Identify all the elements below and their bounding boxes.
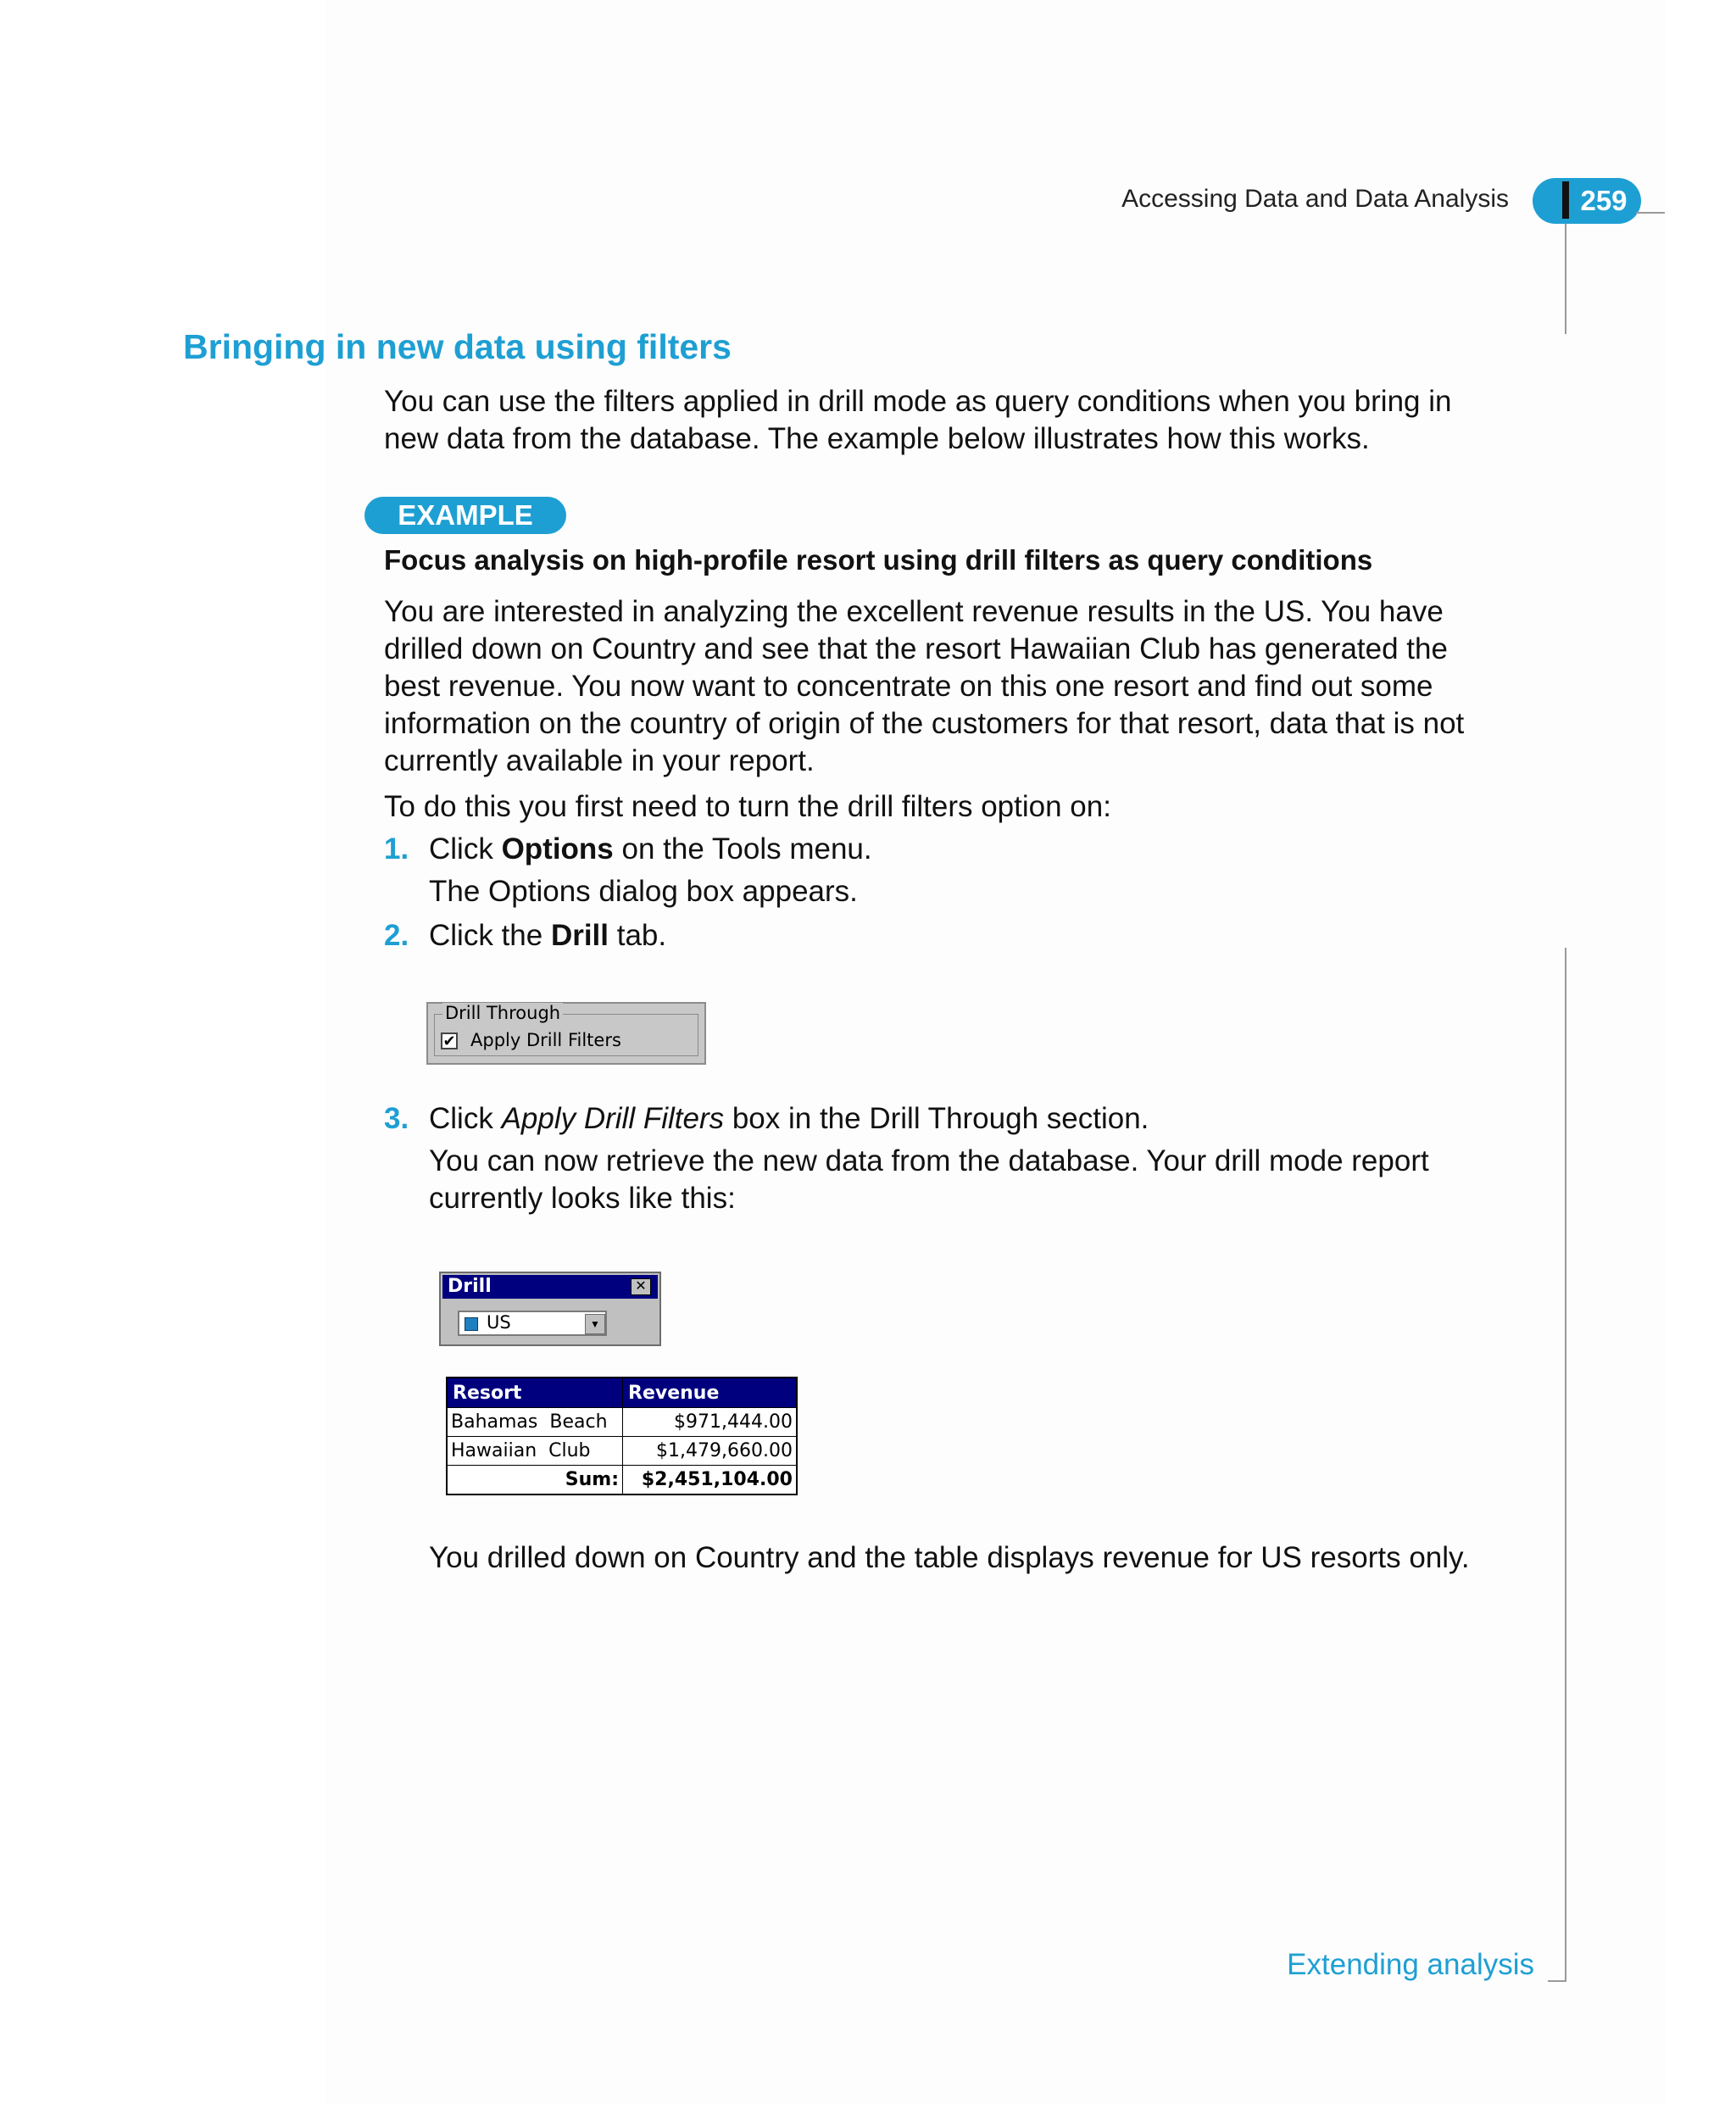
resort-cell: Hawaiian Club xyxy=(447,1437,623,1466)
example-badge: EXAMPLE xyxy=(364,497,566,534)
step-2-text xyxy=(429,917,1472,955)
table-sum-row xyxy=(447,1466,797,1495)
step-keyword: Apply Drill Filters xyxy=(501,1102,725,1135)
section-heading: Bringing in new data using filters xyxy=(183,327,732,366)
table-row xyxy=(447,1437,797,1466)
page-number-marker xyxy=(1562,181,1569,219)
step-keyword: Drill xyxy=(550,919,609,952)
revenue-cell: $1,479,660.00 xyxy=(623,1437,798,1466)
close-icon[interactable]: ✕ xyxy=(631,1278,651,1295)
apply-drill-filters-checkbox[interactable]: ✔ xyxy=(441,1033,458,1049)
running-header-title: Accessing Data and Data Analysis xyxy=(1121,185,1509,213)
table-row xyxy=(447,1408,797,1437)
step-3-text xyxy=(429,1100,1472,1138)
step-text-segment: Click xyxy=(429,1102,502,1135)
revenue-table xyxy=(446,1377,798,1495)
step-text-segment: Click xyxy=(429,832,502,866)
step-3-result: You can now retrieve the new data from the database. Your drill mode report currently looks like this: xyxy=(429,1144,1429,1215)
closing-paragraph: You drilled down on Country and the table displays revenue for US resorts only. xyxy=(429,1541,1470,1574)
step-text-segment: on the Tools menu. xyxy=(613,832,872,866)
chapter-footer: Extending analysis xyxy=(1287,1948,1534,1981)
step-1-result: The Options dialog box appears. xyxy=(429,875,858,908)
instruction-lead: To do this you first need to turn the drill filters option on: xyxy=(384,790,1111,823)
column-header-resort[interactable]: Resort xyxy=(447,1378,623,1408)
table-header-row xyxy=(447,1378,797,1408)
chevron-down-icon[interactable]: ▼ xyxy=(585,1314,605,1334)
apply-drill-filters-label[interactable]: Apply Drill Filters xyxy=(470,1030,621,1050)
step-text-segment: box in the Drill Through section. xyxy=(724,1102,1149,1135)
step-number: 3. xyxy=(384,1102,409,1135)
intro-paragraph: You can use the filters applied in drill mode as query conditions when you bring in new data from the database. The example below illustrates how this works. xyxy=(384,385,1452,455)
column-header-revenue[interactable]: Revenue xyxy=(623,1378,798,1408)
margin-rule xyxy=(1565,948,1566,1982)
revenue-cell: $971,444.00 xyxy=(623,1408,798,1437)
step-1-text xyxy=(429,831,1472,868)
page-number: 259 xyxy=(1580,185,1628,216)
example-paragraph: You are interested in analyzing the excellent revenue results in the US. You have drilled down on Country and see that the resort Hawaiian Club has generated the best revenue. You now want to concentrate on this one resort and find out some information on the country of origin of the customers for that resort, data that is not currently available in your report. xyxy=(384,595,1465,777)
sum-label: Sum: xyxy=(447,1466,623,1495)
sum-value: $2,451,104.00 xyxy=(623,1466,798,1495)
step-number: 1. xyxy=(384,832,409,866)
margin-rule xyxy=(1548,1980,1566,1982)
resort-cell: Bahamas Beach xyxy=(447,1408,623,1437)
drill-through-legend: Drill Through xyxy=(442,1003,563,1023)
drill-filter-value: US xyxy=(487,1312,511,1333)
example-title: Focus analysis on high-profile resort using drill filters as query conditions xyxy=(384,544,1373,576)
drill-toolbar-title: Drill xyxy=(448,1276,492,1297)
margin-rule xyxy=(1636,212,1665,214)
step-number: 2. xyxy=(384,919,409,952)
dimension-cube-icon xyxy=(465,1317,478,1331)
margin-rule xyxy=(1565,224,1566,334)
step-text-segment: tab. xyxy=(609,919,667,952)
step-text-segment: Click the xyxy=(429,919,551,952)
step-keyword: Options xyxy=(501,832,614,866)
